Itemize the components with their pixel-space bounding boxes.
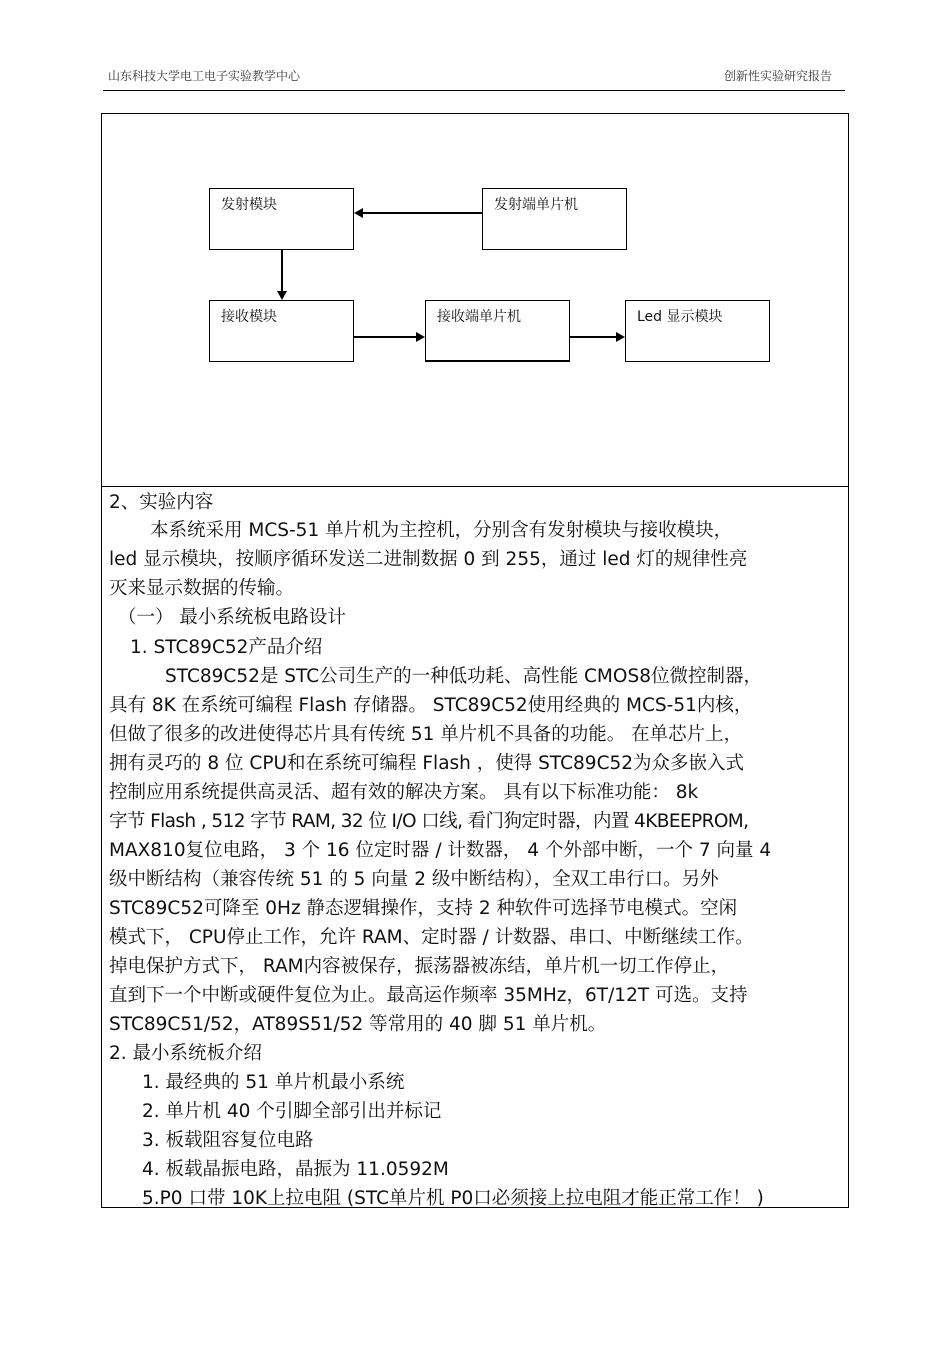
list-item: 2. 单片机 40 个引脚全部引出并标记: [142, 1101, 442, 1122]
led-module-box: Led 显示模块: [625, 300, 770, 362]
paragraph-line-11: 掉电保护方式下， RAM内容被保存，振荡器被冻结，单片机一切工作停止，: [109, 956, 730, 977]
paragraph-line-2: 具有 8K 在系统可编程 Flash 存储器。 STC89C52使用经典的 MCS-51内核，: [109, 695, 753, 716]
arrow-head-right-1: [416, 332, 425, 342]
paragraph-line-10: 模式下， CPU停止工作，允许 RAM、定时器 / 计数器、串口、中断继续工作。: [109, 927, 754, 948]
tx-module-box: 发射模块: [209, 188, 354, 250]
paragraph-line-12: 直到下一个中断或硬件复位为止。最高运作频率 35MHz，6T/12T 可选。支持: [109, 985, 748, 1006]
list-item: 4. 板载晶振电路，晶振为 11.0592M: [142, 1159, 449, 1180]
header-left-text: 山东科技大学电工电子实验教学中心: [108, 69, 301, 83]
header-rule: [103, 90, 845, 91]
table-divider: [101, 486, 849, 487]
arrow-line-mcu-to-led: [570, 336, 616, 338]
paragraph-line-7: MAX810复位电路， 3 个 16 位定时器 / 计数器， 4 个外部中断，一个 7 向量 4: [109, 840, 772, 861]
list-item: 5.P0 口带 10K上拉电阻 (STC单片机 P0口必须接上拉电阻才能正常工作！ ): [142, 1188, 764, 1209]
arrow-line-rx-to-mcu: [354, 336, 416, 338]
arrow-head-left: [354, 208, 363, 218]
paragraph-line-4: 拥有灵巧的 8 位 CPU和在系统可编程 Flash ，使得 STC89C52为众多嵌入式: [109, 753, 745, 774]
header-right-text: 创新性实验研究报告: [723, 69, 832, 83]
paragraph-line-9: STC89C52可降至 0Hz 静态逻辑操作，支持 2 种软件可选择节电模式。空闲: [109, 898, 738, 919]
subsection-1-item: 1. STC89C52产品介绍: [130, 637, 323, 658]
rx-mcu-box: 接收端单片机: [425, 300, 570, 362]
arrow-head-down: [277, 291, 287, 300]
arrow-line-mcu-to-tx: [362, 212, 482, 214]
arrow-head-right-2: [616, 332, 625, 342]
paragraph-line-1: STC89C52是 STC公司生产的一种低功耗、高性能 CMOS8位微控制器，: [165, 666, 762, 687]
intro-line-1: 本系统采用 MCS-51 单片机为主控机，分别含有发射模块与接收模块，: [150, 520, 733, 541]
subsection-1-title: （一） 最小系统板电路设计: [118, 607, 346, 628]
tx-mcu-box: 发射端单片机: [482, 188, 627, 250]
intro-line-3: 灭来显示数据的传输。: [109, 578, 295, 599]
subsection-2-title: 2. 最小系统板介绍: [109, 1043, 263, 1064]
paragraph-line-5: 控制应用系统提供高灵活、超有效的解决方案。 具有以下标准功能： 8k: [109, 782, 699, 803]
list-item: 1. 最经典的 51 单片机最小系统: [142, 1072, 405, 1093]
intro-line-2: led 显示模块，按顺序循环发送二进制数据 0 到 255，通过 led 灯的规律性亮: [109, 549, 748, 570]
rx-module-box: 接收模块: [209, 300, 354, 362]
paragraph-line-8: 级中断结构（兼容传统 51 的 5 向量 2 级中断结构），全双工串行口。另外: [109, 869, 719, 890]
arrow-line-tx-to-rx: [281, 250, 283, 292]
paragraph-line-3: 但做了很多的改进使得芯片具有传统 51 单片机不具备的功能。 在单芯片上，: [109, 724, 743, 745]
paragraph-line-13: STC89C51/52，AT89S51/52 等常用的 40 脚 51 单片机。: [109, 1014, 607, 1035]
paragraph-line-6: 字节 Flash , 512 字节 RAM, 32 位 I/O 口线, 看门狗定时器，内置 4KBEEPROM,: [109, 811, 749, 832]
section-title: 2、实验内容: [109, 492, 214, 513]
list-item: 3. 板载阻容复位电路: [142, 1130, 314, 1151]
